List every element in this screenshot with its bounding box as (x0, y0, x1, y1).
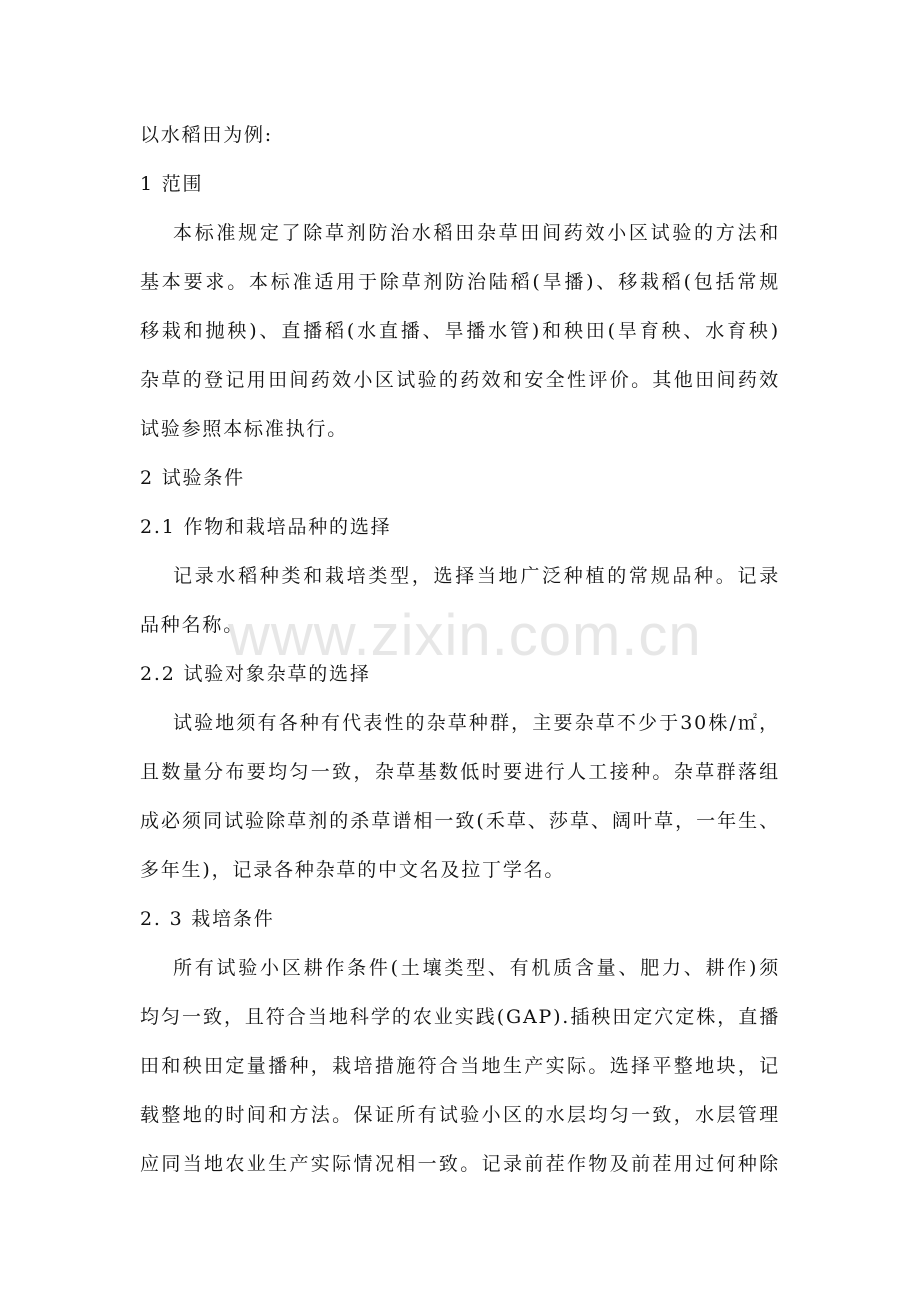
paragraph-line: 均匀一致，且符合当地科学的农业实践(GAP).插秧田定穴定株，直播 (140, 1006, 780, 1028)
paragraph-line: 应同当地农业生产实际情况相一致。记录前茬作物及前茬用过何种除 (140, 1153, 780, 1175)
subsection-heading-2-3: 2. 3 栽培条件 (140, 908, 275, 930)
subsection-heading-2-1: 2.1 作物和栽培品种的选择 (140, 516, 392, 538)
paragraph-line: 记录水稻种类和栽培类型，选择当地广泛种植的常规品种。记录 (173, 565, 780, 587)
paragraph-line: 多年生)，记录各种杂草的中文名及拉丁学名。 (140, 859, 566, 881)
paragraph-line: 试验参照本标准执行。 (140, 418, 349, 440)
subsection-heading-2-2: 2.2 试验对象杂草的选择 (140, 663, 371, 685)
paragraph-line: 所有试验小区耕作条件(土壤类型、有机质含量、肥力、耕作)须 (173, 957, 780, 979)
paragraph-line: 杂草的登记用田间药效小区试验的药效和安全性评价。其他田间药效 (140, 369, 780, 391)
intro-line: 以水稻田为例: (140, 124, 274, 146)
paragraph-line: 成必须同试验除草剂的杀草谱相一致(禾草、莎草、阔叶草，一年生、 (140, 810, 780, 832)
paragraph-line: 且数量分布要均匀一致，杂草基数低时要进行人工接种。杂草群落组 (140, 761, 780, 783)
paragraph-line: 基本要求。本标准适用于除草剂防治陆稻(旱播)、移栽稻(包括常规 (140, 271, 780, 293)
paragraph-line: 本标准规定了除草剂防治水稻田杂草田间药效小区试验的方法和 (173, 222, 780, 244)
section-heading-1: 1 范围 (140, 173, 204, 195)
paragraph-line: 品种名称。 (140, 614, 245, 636)
paragraph-line: 试验地须有各种有代表性的杂草种群，主要杂草不少于30株/㎡， (173, 712, 780, 734)
paragraph-line: 移栽和抛秧)、直播稻(水直播、旱播水管)和秧田(旱育秧、水育秧) (140, 320, 780, 342)
paragraph-line: 田和秧田定量播种，栽培措施符合当地生产实际。选择平整地块，记 (140, 1055, 780, 1077)
watermark: www.zixin.com.cn (228, 603, 702, 668)
section-heading-2: 2 试验条件 (140, 467, 245, 489)
paragraph-line: 载整地的时间和方法。保证所有试验小区的水层均匀一致，水层管理 (140, 1104, 780, 1126)
